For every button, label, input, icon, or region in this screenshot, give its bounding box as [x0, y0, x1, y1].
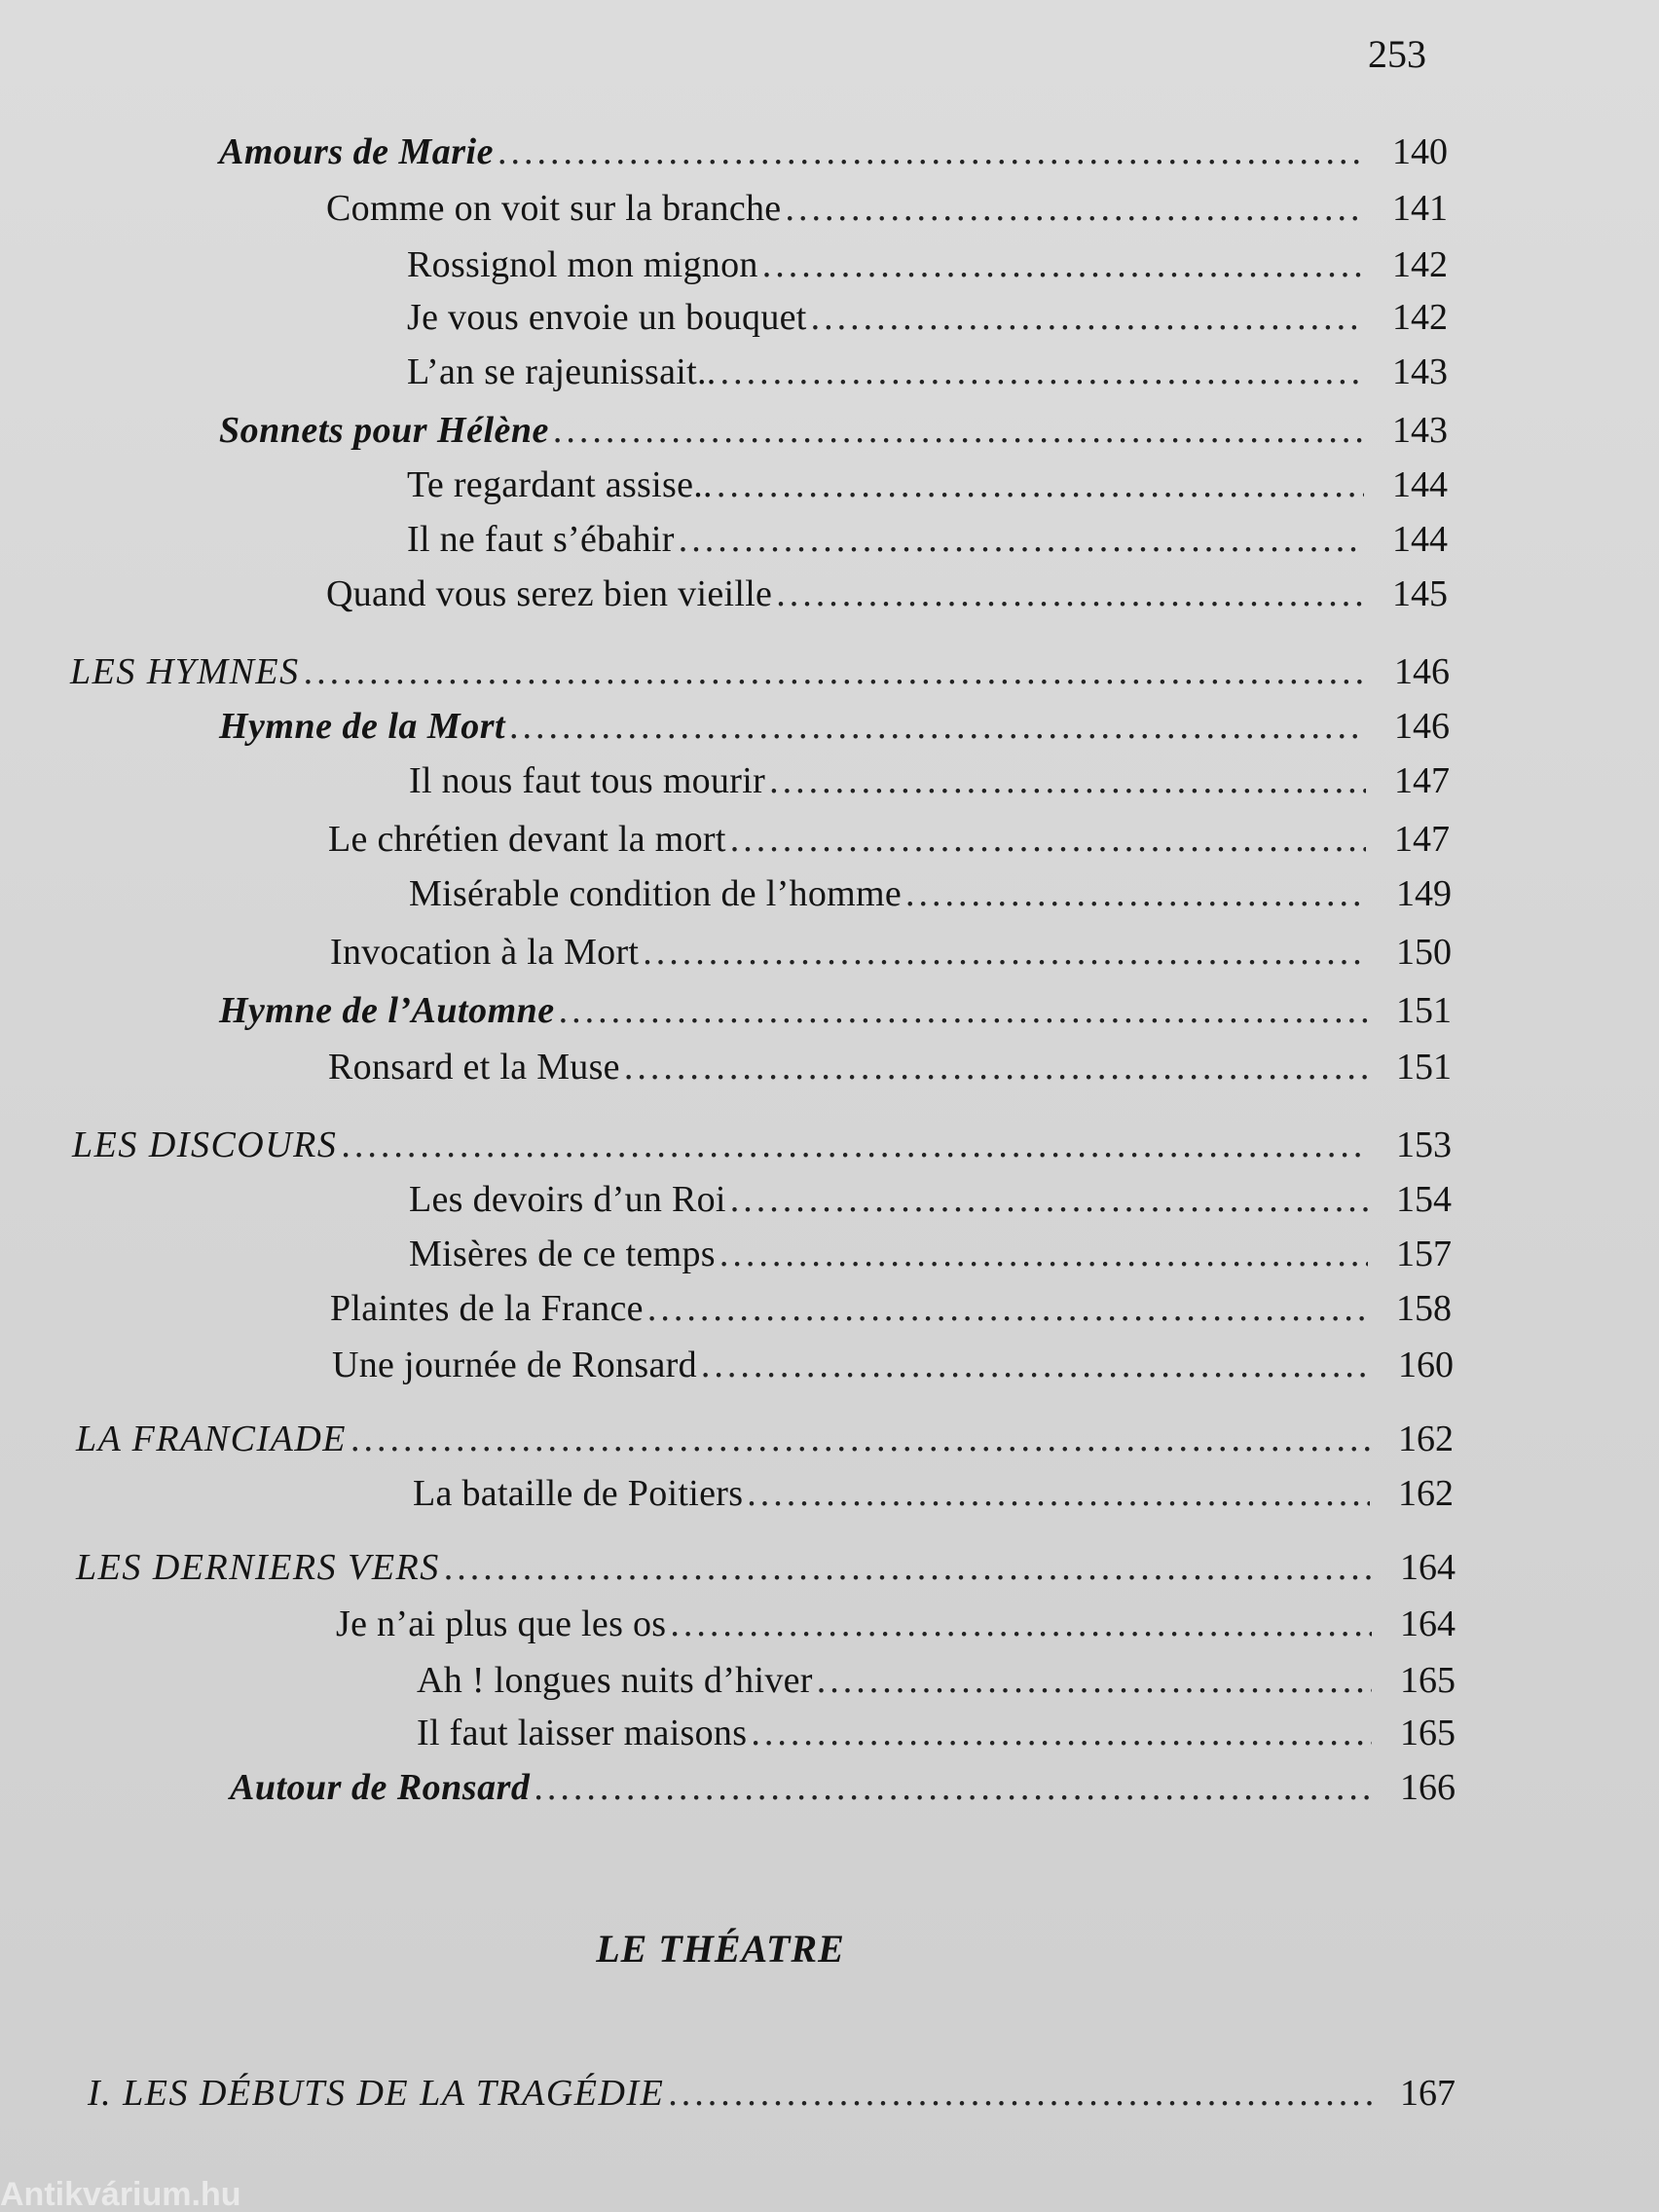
toc-entry[interactable] — [413, 1468, 1454, 1519]
entry-page: 146 — [1394, 706, 1450, 747]
entry-page: 144 — [1392, 519, 1448, 560]
toc-entry[interactable] — [219, 985, 1452, 1036]
toc-entry[interactable] — [417, 1655, 1456, 1706]
entry-title: Rossignol mon mignon — [407, 244, 758, 285]
toc-entry[interactable] — [72, 1120, 1452, 1170]
toc-entry[interactable] — [409, 1229, 1452, 1279]
toc-entry[interactable] — [88, 2068, 1456, 2119]
leader-dots — [643, 927, 1368, 977]
toc-entry[interactable] — [407, 514, 1448, 565]
page-number: 253 — [1368, 32, 1426, 76]
leader-dots — [817, 1655, 1372, 1706]
leader-dots — [444, 1542, 1372, 1593]
entry-page: 147 — [1394, 760, 1450, 801]
entry-title: LES DISCOURS — [72, 1124, 338, 1165]
watermark: Antikvárium.hu — [0, 2177, 241, 2212]
leader-dots — [559, 985, 1368, 1036]
entry-page: 140 — [1392, 131, 1448, 172]
leader-dots — [341, 1120, 1368, 1170]
entry-page: 141 — [1392, 188, 1448, 229]
leader-dots — [304, 646, 1366, 697]
toc-entry[interactable] — [407, 292, 1448, 343]
entry-page: 165 — [1400, 1660, 1456, 1701]
leader-dots — [785, 183, 1364, 234]
toc-entry[interactable] — [76, 1542, 1456, 1593]
entry-title: Misères de ce temps — [409, 1234, 716, 1274]
entry-title: Les devoirs d’un Roi — [409, 1179, 726, 1220]
entry-page: 160 — [1398, 1345, 1454, 1385]
leader-dots — [624, 1042, 1368, 1092]
toc-entry[interactable] — [407, 347, 1448, 397]
entry-title: Une journée de Ronsard — [332, 1345, 697, 1385]
entry-page: 157 — [1396, 1234, 1452, 1274]
entry-page: 143 — [1392, 410, 1448, 451]
toc-entry[interactable] — [336, 1599, 1456, 1649]
toc-entry[interactable] — [417, 1708, 1456, 1758]
entry-title: Il faut laisser maisons — [417, 1713, 748, 1753]
toc-entry[interactable] — [409, 868, 1452, 919]
leader-dots — [509, 701, 1366, 752]
toc-entry[interactable] — [407, 240, 1448, 290]
entry-page: 151 — [1396, 990, 1452, 1031]
leader-dots — [701, 1340, 1370, 1390]
entry-page: 153 — [1396, 1124, 1452, 1165]
entry-page: 150 — [1396, 932, 1452, 973]
entry-page: 147 — [1394, 819, 1450, 860]
section-heading: LE THÉATRE — [596, 1927, 845, 1971]
entry-title: I. LES DÉBUTS DE LA TRAGÉDIE — [88, 2073, 665, 2114]
entry-title: Ah ! longues nuits d’hiver — [417, 1660, 813, 1701]
entry-title: Ronsard et la Muse — [328, 1047, 620, 1088]
entry-title: La bataille de Poitiers — [413, 1473, 744, 1514]
leader-dots — [498, 127, 1364, 177]
toc-entry[interactable] — [409, 1174, 1452, 1225]
entry-page: 143 — [1392, 351, 1448, 392]
entry-title: LA FRANCIADE — [76, 1419, 348, 1459]
toc-entry[interactable] — [332, 1340, 1454, 1390]
leader-dots — [668, 2068, 1372, 2119]
entry-title: Quand vous serez bien vieille — [326, 573, 773, 614]
toc-entry[interactable] — [330, 1283, 1452, 1334]
entry-title: Comme on voit sur la branche — [326, 188, 782, 229]
entry-page: 158 — [1396, 1288, 1452, 1329]
entry-page: 166 — [1400, 1767, 1456, 1808]
entry-page: 146 — [1394, 651, 1450, 692]
entry-page: 162 — [1398, 1419, 1454, 1459]
entry-title: Invocation à la Mort — [330, 932, 640, 973]
leader-dots — [762, 240, 1364, 290]
entry-title: Il ne faut s’ébahir — [407, 519, 675, 560]
entry-page: 165 — [1400, 1713, 1456, 1753]
entry-title: Amours de Marie — [219, 131, 494, 172]
leader-dots — [905, 868, 1368, 919]
toc-entry[interactable] — [407, 460, 1448, 510]
entry-page: 154 — [1396, 1179, 1452, 1220]
toc-entry[interactable] — [76, 1414, 1454, 1464]
entry-title: Il nous faut tous mourir — [409, 760, 766, 801]
entry-page: 142 — [1392, 297, 1448, 338]
entry-title: Hymne de l’Automne — [219, 990, 555, 1031]
toc-entry[interactable] — [70, 646, 1450, 697]
entry-title: L’an se rajeunissait.. — [407, 351, 717, 392]
leader-dots — [730, 814, 1366, 865]
toc-entry[interactable] — [409, 756, 1450, 806]
entry-page: 149 — [1396, 873, 1452, 914]
toc-entry[interactable] — [330, 927, 1452, 977]
toc-entry[interactable] — [328, 814, 1450, 865]
toc-entry[interactable] — [219, 127, 1448, 177]
entry-title: Autour de Ronsard — [230, 1767, 531, 1808]
entry-page: 145 — [1392, 573, 1448, 614]
entry-title: Le chrétien devant la mort — [328, 819, 726, 860]
entry-title: LES HYMNES — [70, 651, 300, 692]
entry-title: Sonnets pour Hélène — [219, 410, 549, 451]
toc-entry[interactable] — [326, 183, 1448, 234]
entry-title: LES DERNIERS VERS — [76, 1547, 440, 1588]
entry-title: Te regardant assise.. — [407, 464, 713, 505]
leader-dots — [769, 756, 1366, 806]
entry-page: 164 — [1400, 1604, 1456, 1644]
leader-dots — [720, 347, 1364, 397]
entry-title: Plaintes de la France — [330, 1288, 644, 1329]
leader-dots — [670, 1599, 1372, 1649]
entry-title: Je n’ai plus que les os — [336, 1604, 667, 1644]
entry-title: Misérable condition de l’homme — [409, 873, 903, 914]
leader-dots — [679, 514, 1364, 565]
entry-page: 144 — [1392, 464, 1448, 505]
entry-page: 164 — [1400, 1547, 1456, 1588]
entry-page: 167 — [1400, 2073, 1456, 2114]
entry-page: 142 — [1392, 244, 1448, 285]
toc-entry[interactable] — [230, 1762, 1456, 1813]
entry-title: Je vous envoie un bouquet — [407, 297, 807, 338]
leader-dots — [553, 405, 1364, 456]
toc-entry[interactable] — [219, 701, 1450, 752]
leader-dots — [647, 1283, 1368, 1334]
leader-dots — [350, 1414, 1370, 1464]
leader-dots — [776, 569, 1364, 619]
entry-title: Hymne de la Mort — [219, 706, 506, 747]
leader-dots — [717, 460, 1364, 510]
leader-dots — [730, 1174, 1368, 1225]
leader-dots — [747, 1468, 1370, 1519]
leader-dots — [534, 1762, 1372, 1813]
entry-page: 151 — [1396, 1047, 1452, 1088]
leader-dots — [811, 292, 1364, 343]
toc-entry[interactable] — [328, 1042, 1452, 1092]
leader-dots — [719, 1229, 1368, 1279]
toc-entry[interactable] — [219, 405, 1448, 456]
toc-entry[interactable] — [326, 569, 1448, 619]
entry-page: 162 — [1398, 1473, 1454, 1514]
leader-dots — [751, 1708, 1372, 1758]
